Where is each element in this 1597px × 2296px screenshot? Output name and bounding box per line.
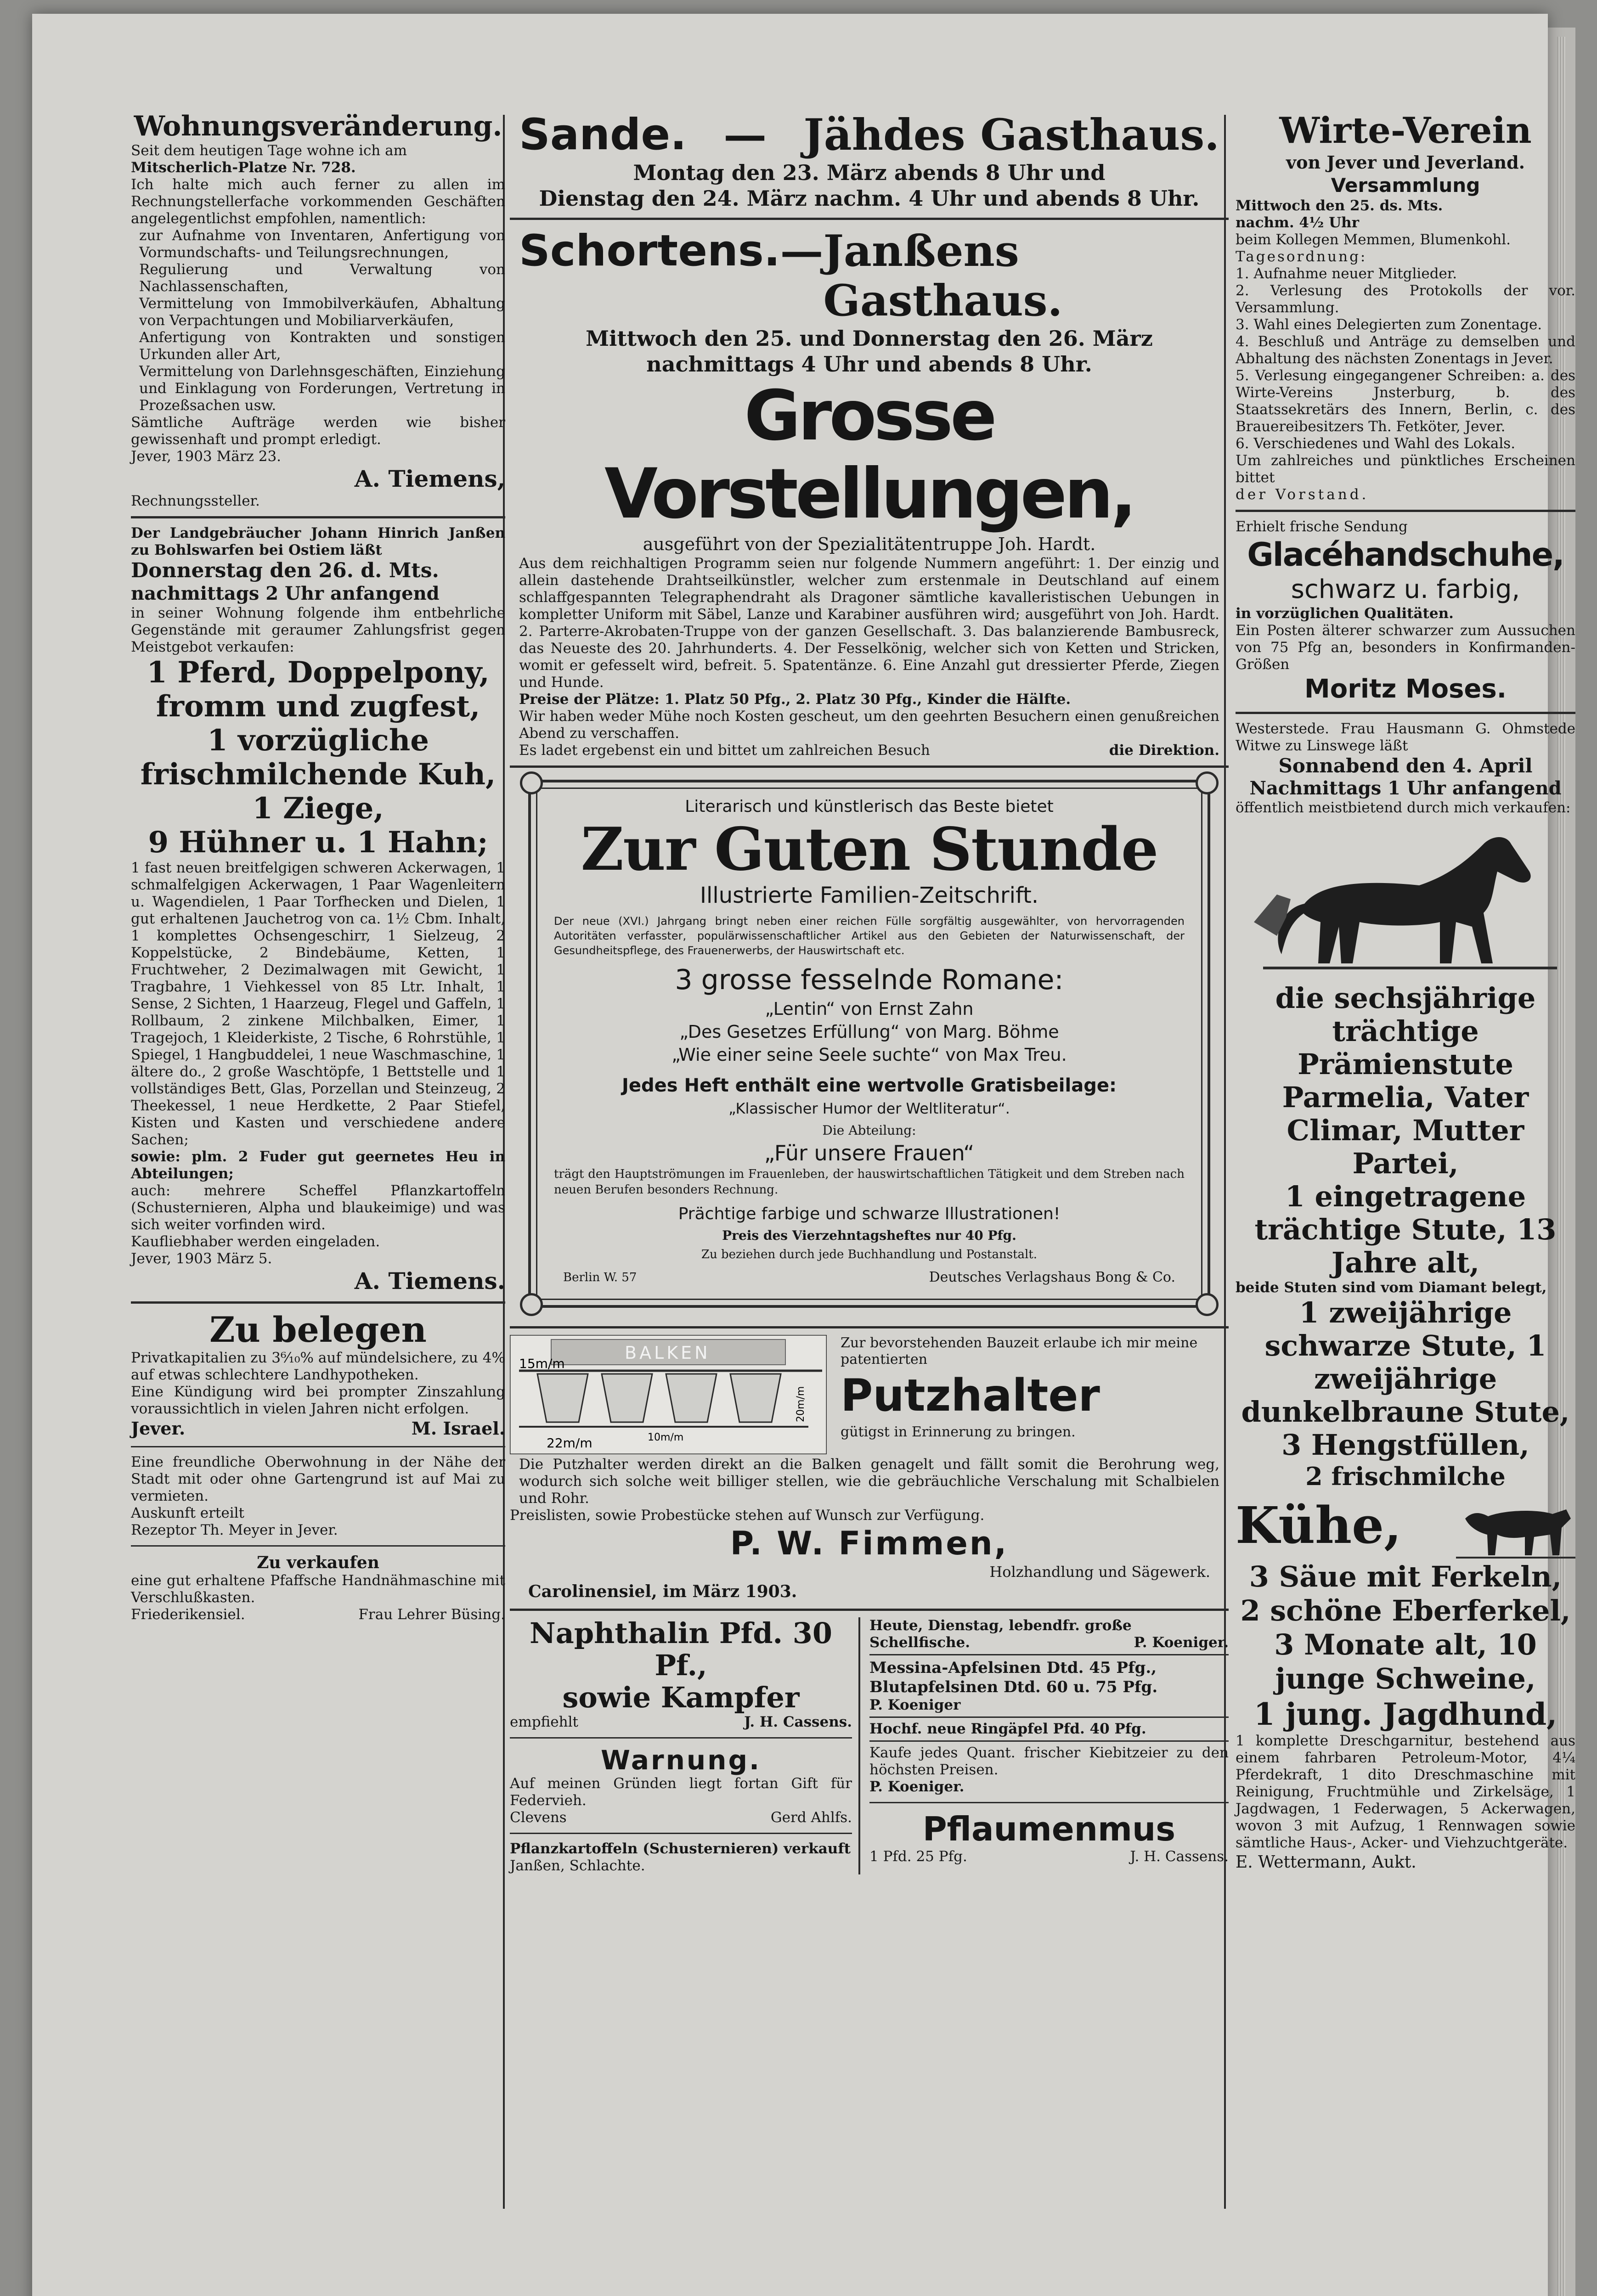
ad-date: Jever, 1903 März 23. — [131, 448, 282, 465]
ad-title: Zur Guten Stunde — [581, 815, 1158, 884]
ad-title: Zu verkaufen — [257, 1553, 379, 1572]
ad-oberwohnung — [131, 1454, 505, 1539]
frame-ornament-icon — [520, 771, 543, 794]
ad-text: Der neue (XVI.) Jahrgang bringt neben einer reichen Fülle sorgfältig ausgewählter, von hervorragenden Autoritäten verfasster, populärwissenschaftlicher Artikel aus den Gebieten der Naturwissenschaft, der Gesundheitspflege, des Frauenerwerbs, der Hauswirtschaft etc. — [554, 915, 1185, 957]
ad-text: auch: mehrere Scheffel Pflanzkartoffeln (Schusternieren, Alpha und blaukeimige) und was sich weiter vorfinden wird. — [131, 1182, 505, 1233]
ad-text: Prächtige farbige und schwarze Illustrationen! — [678, 1204, 1061, 1223]
cow-icon — [1456, 1491, 1575, 1560]
ad-zur-guten-stunde — [528, 780, 1210, 1308]
beam-diagram-icon — [510, 1335, 827, 1454]
ad-signer: Janßen, Schlachte. — [510, 1857, 645, 1874]
divider — [510, 1609, 1229, 1611]
ad-sande — [510, 110, 1229, 211]
middle-column — [510, 110, 1229, 1874]
ad-headline: 3 Säue mit Ferkeln, 2 schöne Eberferkel, 3 Monate alt, 10 junge Schweine, — [1240, 1560, 1571, 1695]
ad-headline: 1 vorzügliche frischmilchende Kuh, — [140, 723, 496, 792]
ad-price: 1 Pfd. 25 Pfg. — [869, 1848, 967, 1865]
ad-date: Montag den 23. März abends 8 Uhr und — [633, 160, 1106, 185]
ad-signer: M. Israel. — [411, 1418, 505, 1439]
divider — [869, 1802, 1229, 1803]
ad-signer: A. Tiemens, — [354, 465, 505, 492]
ad-signer: Moritz Moses. — [1304, 674, 1507, 704]
ad-place: Clevens — [510, 1809, 567, 1826]
dash: — — [780, 226, 824, 276]
ad-text: Ein Posten älterer schwarzer zum Aussuchen von 75 Pfg an, besonders in Konfirmanden-Größen — [1236, 622, 1575, 673]
ad-text: Schellfische. — [869, 1634, 970, 1651]
ad-wohnungsveraenderung — [131, 110, 505, 510]
ad-venue: Janßens Gasthaus. — [823, 226, 1063, 326]
right-column — [1226, 110, 1575, 1874]
ad-title: Wohnungsveränderung. — [134, 110, 502, 142]
ad-place: Friederikensiel. — [131, 1606, 245, 1623]
divider — [131, 1545, 505, 1547]
small-ads-row — [510, 1617, 1229, 1874]
ad-text: Wir haben weder Mühe noch Kosten gescheut, um den geehrten Besuchern einen genußreichen Abend zu verschaffen. — [519, 708, 1219, 742]
ad-title: Pflaumenmus — [922, 1810, 1176, 1848]
agenda-item: 4. Beschluß und Anträge zu demselben und Abhaltung des nächsten Zonentags in Jever. — [1236, 333, 1575, 367]
dimension-label: 20m/m — [795, 1386, 807, 1422]
divider — [510, 218, 1229, 220]
divider — [1236, 510, 1575, 512]
ad-title: Grosse Vorstellungen, — [604, 376, 1134, 534]
ad-time: nachmittags 2 Uhr anfangend — [131, 583, 440, 604]
ad-signer: E. Wettermann, Aukt. — [1236, 1853, 1416, 1872]
ad-subtitle: Tagesordnung: — [1236, 248, 1367, 265]
ad-signer-role: Holzhandlung und Sägewerk. — [989, 1563, 1210, 1581]
ad-text: Blutapfelsinen Dtd. 60 u. 75 Pfg. — [869, 1678, 1158, 1696]
divider — [510, 765, 1229, 768]
ad-date: Donnerstag den 26. d. Mts. — [131, 559, 439, 582]
ad-text: Sämtliche Aufträge werden wie bisher gewissenhaft und prompt erledigt. — [131, 414, 505, 448]
ad-text: 1 komplette Dreschgarnitur, bestehend aus einem fahrbaren Petroleum-Motor, 4¼ Pferdekraft, 1 dito Dreschmaschine mit Reinigung, Fruchtmühle und Zirkelsäge, 1 Jagdwagen, 1 Federwagen, 5 Ackerwagen, wovon 3 mit Aufzug, 1 Rennwagen sowie sämtliche Haus-, Acker- und Viehzuchtgeräte. — [1236, 1733, 1575, 1851]
ad-westerstede-auction — [1236, 720, 1575, 1874]
list-item: zur Aufnahme von Inventaren, Anfertigung von Vormundschafts- und Teilungsrechnungen, — [139, 227, 505, 261]
ad-text: Seit dem heutigen Tage wohne ich am — [131, 142, 407, 159]
divider — [131, 1301, 505, 1304]
ad-date: Carolinensiel, im März 1903. — [528, 1582, 797, 1601]
divider — [510, 1737, 852, 1739]
ad-text: Preislisten, sowie Probestücke stehen auf Wunsch zur Verfügung. — [510, 1507, 985, 1524]
ad-signer: J. H. Cassens. — [1130, 1848, 1229, 1865]
ad-prices: Preise der Plätze: 1. Platz 50 Pfg., 2. Platz 30 Pfg., Kinder die Hälfte. — [519, 691, 1071, 708]
ad-text: Kaufliebhaber werden eingeladen. — [131, 1233, 380, 1250]
ad-text: Es ladet ergebenst ein und bittet um zahlreichen Besuch — [519, 742, 930, 759]
ad-warnung — [510, 1745, 852, 1826]
ad-text: Privatkapitalien zu 3⁶⁄₁₀% auf mündelsichere, zu 4% auf etwas schlechtere Landhypotheken. — [131, 1350, 505, 1383]
ad-text: Eine Kündigung wird bei prompter Zinszahlung voraussichtlich in vielen Jahren nicht erfolgen. — [131, 1384, 505, 1417]
ad-headline: 2 frischmilche — [1305, 1462, 1506, 1491]
ad-text: Heute, Dienstag, lebendfr. große — [869, 1617, 1132, 1634]
ad-date: Mittwoch den 25. und Donnerstag den 26. März — [586, 326, 1153, 351]
horse-icon — [1236, 816, 1566, 982]
ad-text: ausgeführt von der Spezialitätentruppe Joh. Hardt. — [643, 534, 1096, 554]
ad-subtitle: Illustrierte Familien-Zeitschrift. — [700, 883, 1039, 908]
ad-text: Hochf. neue Ringäpfel Pfd. 40 Pfg. — [869, 1721, 1146, 1737]
ad-text: Zu beziehen durch jede Buchhandlung und Postanstalt. — [701, 1248, 1038, 1261]
ad-price: Preis des Vierzehntagsheftes nur 40 Pfg. — [722, 1228, 1016, 1243]
frame-ornament-icon — [520, 1293, 543, 1316]
ad-date: Jever, 1903 März 5. — [131, 1250, 272, 1267]
ad-time: Nachmittags 1 Uhr anfangend — [1249, 777, 1562, 799]
ad-place: Jever. — [131, 1418, 186, 1439]
ad-headline: Versammlung — [1331, 174, 1480, 197]
novel-item: „Wie einer seine Seele suchte“ von Max Treu. — [672, 1045, 1067, 1065]
ad-headline: 1 Pferd, Doppelpony, fromm und zugfest, — [147, 655, 490, 724]
agenda-item: 2. Verlesung des Protokolls der vor. Versammlung. — [1236, 282, 1575, 316]
ad-text: gütigst in Erinnerung zu bringen. — [841, 1424, 1076, 1440]
ad-signer: die Direktion. — [1109, 742, 1219, 759]
ad-wirte-verein — [1236, 110, 1575, 503]
agenda-item: 5. Verlesung eingegangener Schreiben: a. des Wirte-Vereins Jnsterburg, b. des Staatssekretärs des Innern, Berlin, c. des Brauereibesitzers Th. Fetköter, Jever. — [1236, 367, 1575, 435]
ad-headline: Jedes Heft enthält eine wertvolle Gratisbeilage: — [622, 1075, 1117, 1096]
list-item: Vermittelung von Darlehnsgeschäften, Einziehung und Einklagung von Forderungen, Vertretung in Prozeßsachen usw. — [139, 363, 505, 414]
ad-text: 1 fast neuen breitfelgigen schweren Ackerwagen, 1 schmalfelgigen Ackerwagen, 1 Paar Wagenleitern u. Wagendielen, 1 Paar Torfhecken und Dielen, 1 gut erhaltenen Jauchetrog von ca. 1½ Cbm. Inhalt, 1 komplettes Ochsengeschirr, 1 Sielzeug, 2 Koppelstücke, 2 Bindebäume, Ketten, 1 Fruchtweher, 2 Dezimalwagen mit Gewicht, 1 Tragbahre, 1 Viehkessel von 85 Ltr. Inhalt, 1 Sense, 2 Sichten, 1 Haarzeug, Flegel und Gaffeln, 1 Rollbaum, 2 zinkene Milchbalken, Eimer, 1 Tragejoch, 1 Kleiderkiste, 2 Tische, 6 Rohrstühle, 1 Spiegel, 1 Hangbuddelei, 1 neue Waschmaschine, 1 ältere do., 2 große Waschtöpfe, 1 Bettstelle und 1 vollständiges Bett, Glas, Porzellan und Steinzeug, 2 Theekessel, 1 neue Herdkette, 2 Paar Stiefel, Kisten und Kasten und verschiedene andere Sachen; — [131, 860, 505, 1148]
ad-signer: P. W. Fimmen, — [730, 1525, 1009, 1562]
ad-text: eine gut erhaltene Pfaffsche Handnähmaschine mit Verschlußkasten. — [131, 1572, 505, 1606]
ad-text: Zur bevorstehenden Bauzeit erlaube ich mir meine patentierten — [841, 1335, 1198, 1367]
ad-text: Auf meinen Gründen liegt fortan Gift für Federvieh. — [510, 1775, 852, 1809]
ad-headline: die sechsjährige trächtige Prämienstute Parmelia, Vater Climar, Mutter Partei, — [1275, 981, 1536, 1180]
ad-text: in seiner Wohnung folgende ihm entbehrliche Gegenstände mit geraumer Zahlungsfrist gegen Meistgebot verkaufen: — [131, 605, 505, 655]
ad-date: Mittwoch den 25. ds. Mts. — [1236, 197, 1443, 214]
agenda-item: 1. Aufnahme neuer Mitglieder. — [1236, 265, 1457, 282]
ad-schortens — [510, 226, 1229, 377]
left-column — [131, 110, 505, 1623]
ad-title: sowie Kampfer — [562, 1681, 800, 1714]
ad-signer: P. Koeniger. — [869, 1778, 965, 1795]
ad-place: beim Kollegen Memmen, Blumenkohl. — [1236, 231, 1511, 248]
ad-venue: Jähdes Gasthaus. — [803, 110, 1219, 160]
divider — [869, 1740, 1229, 1742]
ad-zu-belegen — [131, 1310, 505, 1440]
ad-headline: 1 eingetragene trächtige Stute, 13 Jahre alt, — [1254, 1180, 1557, 1279]
ad-address: Mitscherlich-Platze Nr. 728. — [131, 159, 356, 176]
ad-pflanzkartoffeln — [510, 1840, 852, 1874]
ad-date: Sonnabend den 4. April — [1278, 754, 1533, 777]
divider — [869, 1716, 1229, 1718]
divider — [1236, 712, 1575, 714]
ad-text: Westerstede. Frau Hausmann G. Ohmstede Witwe zu Linswege läßt — [1236, 720, 1575, 754]
ad-subtitle: schwarz u. farbig, — [1291, 574, 1520, 604]
ad-text: Die Putzhalter werden direkt an die Balken genagelt und fällt somit die Berohrung weg, wodurch sich solche weit billiger stellen, wie die gebräuchliche Verschalung mit Schalbielen und Rohr. — [519, 1456, 1219, 1507]
ad-signer: Frau Lehrer Büsing. — [358, 1606, 505, 1623]
ad-text: Auskunft erteilt — [131, 1505, 245, 1521]
ad-title: Naphthalin Pfd. 30 Pf., — [529, 1616, 833, 1682]
ad-auction-janssen — [131, 525, 505, 1295]
ad-naehmaschine — [131, 1553, 505, 1623]
ad-signer: Rezeptor Th. Meyer in Jever. — [131, 1522, 338, 1538]
ad-headline: 3 grosse fesselnde Romane: — [675, 964, 1064, 996]
agenda-item: 6. Verschiedenes und Wahl des Lokals. — [1236, 435, 1516, 452]
ad-signer: der Vorstand. — [1236, 486, 1369, 503]
ad-signer: Gerd Ahlfs. — [770, 1809, 852, 1826]
ad-headline: Kühe, — [1236, 1496, 1402, 1555]
ad-signer: J. H. Cassens. — [744, 1714, 852, 1730]
divider — [510, 1326, 1229, 1328]
ad-text: empfiehlt — [510, 1714, 578, 1730]
list-item: Anfertigung von Kontrakten und sonstigen Urkunden aller Art, — [139, 329, 505, 363]
ad-text: Die Abteilung: — [822, 1123, 916, 1138]
ad-putzhalter — [510, 1335, 1229, 1602]
ad-text: öffentlich meistbietend durch mich verkaufen: — [1236, 799, 1571, 816]
ad-text: Aus dem reichhaltigen Programm seien nur folgende Nummern angeführt: 1. Der einzig und allein dastehende Drahtseilkünstler, welcher zum erstenmale in Deutschland auf einem schlaffgespannten Telegraphendraht als Dragoner sämtliche kavalleristischen Uebungen in kompletter Uniform mit Säbel, Lanze und Karabiner ausführen wird; ausgeführt von Joh. Hardt. 2. Parterre-Akrobaten-Truppe von der ganzen Gesellschaft. 3. Das balanzierende Bambusreck, das Neueste des 20. Jahrhunderts. 4. Der Fesselkönig, welcher sich von Ketten und Stricken, womit er gefesselt wird, befreit. 5. Spatentänze. 6. Eine Anzahl gut dressierter Pferde, Ziegen und Hunde. — [519, 555, 1219, 691]
ad-text: „Klassischer Humor der Weltliteratur“. — [728, 1100, 1010, 1117]
ad-signer: P. Koeniger. — [1134, 1634, 1229, 1651]
ad-text: Messina-Apfelsinen Dtd. 45 Pfg., — [869, 1659, 1157, 1677]
ad-text: Kaufe jedes Quant. frischer Kiebitzeier zu den höchsten Preisen. — [869, 1745, 1229, 1778]
ad-headline: 1 zweijährige schwarze Stute, 1 zweijährige dunkelbraune Stute, 3 Hengstfüllen, — [1241, 1296, 1570, 1462]
frame-ornament-icon — [1196, 1293, 1219, 1316]
list-item: Vermittelung von Immobilverkäufen, Abhaltung von Verpachtungen und Mobiliarverkäufen, — [139, 295, 505, 329]
ad-vorstellungen — [510, 377, 1229, 759]
ad-date: Dienstag den 24. März nachm. 4 Uhr und abends 8 Uhr. — [539, 186, 1200, 211]
ad-headline: 9 Hühner u. 1 Hahn; — [148, 825, 488, 860]
dash: — — [723, 110, 767, 160]
ad-title: Warnung. — [600, 1745, 762, 1776]
ad-naphthalin — [510, 1617, 852, 1731]
ad-title: Putzhalter — [841, 1370, 1100, 1421]
ad-koeniger — [869, 1617, 1229, 1795]
ad-text: in vorzüglichen Qualitäten. — [1236, 605, 1454, 622]
ad-place: Berlin W. 57 — [563, 1271, 637, 1284]
ad-subtitle: von Jever und Jeverland. — [1286, 152, 1525, 173]
ad-pflaumenmus — [869, 1810, 1229, 1865]
divider — [131, 1446, 505, 1447]
ad-title: Wirte-Verein — [1279, 110, 1532, 152]
ad-headline: 1 Ziege, — [252, 791, 384, 826]
ad-title: Glacéhandschuhe, — [1247, 536, 1564, 574]
dimension-label: 10m/m — [648, 1432, 684, 1443]
ad-signer: A. Tiemens. — [354, 1267, 505, 1294]
agenda-item: 3. Wahl eines Delegierten zum Zonentage. — [1236, 316, 1542, 333]
beam-label: BALKEN — [625, 1343, 711, 1363]
divider — [510, 1833, 852, 1834]
ad-time: nachm. 4½ Uhr — [1236, 214, 1360, 231]
ad-date: nachmittags 4 Uhr und abends 8 Uhr. — [646, 352, 1092, 377]
divider — [131, 516, 505, 518]
dimension-label: 22m/m — [547, 1435, 593, 1451]
ad-title: Zu belegen — [209, 1309, 427, 1350]
divider — [869, 1654, 1229, 1655]
ad-text: beide Stuten sind vom Diamant belegt, — [1236, 1279, 1547, 1296]
ad-text: Um zahlreiches und pünktliches Erscheinen bittet — [1236, 452, 1575, 486]
ad-text: Pflanzkartoffeln (Schusternieren) verkauft — [510, 1840, 851, 1857]
ad-text: sowie: plm. 2 Fuder gut geernetes Heu in Abteilungen; — [131, 1148, 505, 1182]
ad-text: Der Landgebräucher Johann Hinrich Janßen zu Bohlswarfen bei Ostiem läßt — [131, 525, 505, 558]
ad-text: Erhielt frische Sendung — [1236, 518, 1408, 535]
ad-place: Schortens. — [519, 226, 780, 276]
ad-signer: Deutsches Verlagshaus Bong & Co. — [929, 1269, 1175, 1285]
ad-tagline: Literarisch und künstlerisch das Beste bietet — [685, 797, 1054, 816]
ad-text: Eine freundliche Oberwohnung in der Nähe der Stadt mit oder ohne Gartengrund ist auf Mai zu vermieten. — [131, 1454, 505, 1504]
list-item: Regulierung und Verwaltung von Nachlassenschaften, — [139, 261, 505, 295]
ad-glacehandschuhe — [1236, 518, 1575, 705]
ad-place: Sande. — [519, 110, 687, 160]
frame-ornament-icon — [1196, 771, 1219, 794]
ad-text: Ich halte mich auch ferner zu allen im Rechnungstellerfache vorkommenden Geschäften angelegentlichst empfohlen, namentlich: — [131, 176, 505, 227]
dimension-label: 15m/m — [519, 1356, 565, 1371]
ad-headline: 1 jung. Jagdhund, — [1253, 1696, 1557, 1732]
ad-signer: P. Koeniger — [869, 1697, 961, 1713]
novel-item: „Des Gesetzes Erfüllung“ von Marg. Böhme — [679, 1022, 1059, 1042]
ad-signer-role: Rechnungssteller. — [131, 493, 260, 509]
ad-text: trägt den Hauptströmungen im Frauenleben, der hauswirtschaftlichen Tätigkeit und dem Streben nach neuen Berufen besonders Rechnung. — [554, 1167, 1185, 1197]
ad-headline: „Für unsere Frauen“ — [764, 1141, 975, 1165]
novel-item: „Lentin“ von Ernst Zahn — [765, 999, 974, 1019]
